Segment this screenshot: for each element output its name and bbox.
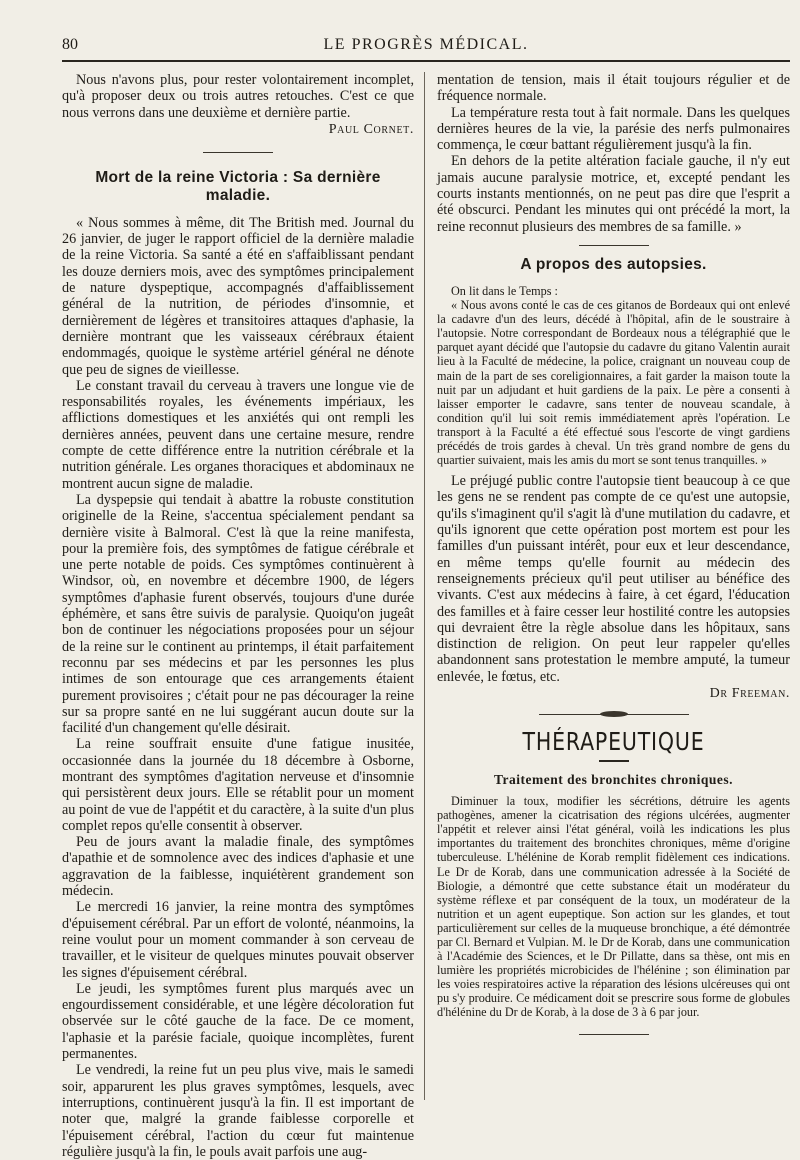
paragraph: Le préjugé public contre l'autopsie tient beaucoup à ce que les gens ne se rendent pas compte de ce qu'est une autopsie, qu'ils s'imaginent qu'il s'agit là d'une mutilation du cadavre, et qu'ils ignorent que cette opération post mortem est pour les familles d'un puissant intérêt, pour eux et leur descendance, en même temps qu'elle fournit au médecin des renseignements précieux qu'il peut utiliser au bénéfice des vivants. C'est aux médecins à faire, à cet égard, l'éducation des familles et à faire cesser leur hostilité contre les autopsies qui devraient être la règle absolue dans les hôpitaux, sans distinction de religion. On peut leur rappeler qu'elles abandonnent sans protestation le membre amputé, la tumeur enlevée, le fœtus, etc. — [437, 473, 790, 685]
ornament-rule — [539, 714, 689, 715]
right-column — [437, 72, 790, 1100]
rubric-title: THÉRAPEUTIQUE — [522, 727, 705, 757]
paragraph: « Nous sommes à même, dit The British med. Journal du 26 janvier, de juger le rapport officiel de la dernière maladie de la reine Victoria. Sa santé a été en s'affaiblissant pendant les douze derniers mois, avec des symptômes principalement de nature dyspeptique, accompagnés d'affaiblissement général de la nutrition, de périodes d'insomnie, et dernièrement de légères et transitoires attaques d'aphasie, la dernière montrant que les vaisseaux cérébraux étaient endommagés, quoique le système artériel général ne dénote que peu de signes de vieillesse. — [62, 214, 414, 378]
sub-title: Traitement des bronchites chroniques. — [493, 772, 733, 788]
paragraph: Le mercredi 16 janvier, la reine montra des symptômes d'épuisement cérébral. Par un effort de volonté, néanmoins, la reine voulut pour un moment commander à son cerveau de travailler, et le visiteur de quelques minutes pouvait observer les signes d'épuisement cérébral. — [62, 899, 414, 981]
paragraph: Le vendredi, la reine fut un peu plus vive, mais le samedi soir, apparurent les plus graves symptômes, lesquels, avec interruptions, continuèrent jusqu'à la fin. Il est important de noter que, malgré la grande faiblesse corporelle et l'épuisement cérébral, l'action du cœur fut maintenue régulière jusqu'à la fin, le pouls avait parfois une aug- — [62, 1062, 414, 1160]
left-column — [62, 72, 414, 1160]
lead-line: On lit dans le Temps : — [451, 283, 558, 298]
paragraph: Peu de jours avant la maladie finale, des symptômes d'apathie et de somnolence avec des indices d'aphasie et une aggravation de la faiblesse, inquiétèrent grandement son médecin. — [62, 834, 414, 900]
quoted-paragraph: « Nous avons conté le cas de ces gitanos de Bordeaux qui ont enlevé la cadavre d'un des leurs, décédé à l'hôpital, afin de le soustraire à l'autopsie. Notre correspondant de Bordeaux nous a télégraphié que le parquet ayant décidé que l'autopsie du cadavre du gitano Valentin aurait lieu à la Faculté de médecine, la police, craignant un nouveau coup de main de la part de ses coreligionnaires, a fait garder la maison toute la nuit par un adjudant et huit gardiens de la paix. Le père a consenti à laisser emporter le cadavre, sans tenter de nouveau scandale, à condition qu'il lui soit remis immédiatement après l'opération. Le transport à la Faculté a été effectué sous l'escorte de vingt gardiens précédés de trois gardes à cheval. Un très grand nombre de gens du quartier suivaient, mais les amis du mort se sont tenus tranquilles. » — [437, 298, 790, 468]
paragraph: En dehors de la petite altération faciale gauche, il n'y eut jamais aucune paralysie motrice, et, excepté pendant les courts instants mentionnés, on ne peut pas dire que l'esprit a été obscurci. Pendant les minutes qui ont précédé la mort, la reine reconnut plusieurs des membres de sa famille. » — [437, 153, 790, 235]
text-columns — [62, 72, 790, 1160]
journal-title: LE PROGRÈS MÉDICAL. — [323, 36, 529, 53]
article-title-victoria: Mort de la reine Victoria : Sa dernière maladie. — [95, 168, 381, 204]
page-number: 80 — [62, 36, 78, 53]
article-title-autopsies: A propos des autopsies. — [520, 255, 707, 273]
paragraph: Le constant travail du cerveau à travers une longue vie de responsabilités royales, les événements impériaux, les afflictions domestiques et les anxiétés qui ont rempli les dernières années, peuvent dans une certaine mesure, rendre compte de cette différence entre la nutrition cérébrale et la nutrition générale. Les organes thoraciques et abdominaux ne montrent aucun signe de maladie. — [62, 377, 414, 492]
end-rule — [579, 1034, 649, 1035]
paragraph: La température resta tout à fait normale. Dans les quelques dernières heures de la vie, la parésie des nerfs pulmonaires commença, le cœur battant régulièrement jusqu'à la fin. — [437, 104, 790, 154]
paragraph: La dyspepsie qui tendait à abattre la robuste constitution originelle de la Reine, s'accentua spécialement pendant sa dernière visite à Balmoral. C'est là que la reine manifesta, pour la première fois, des symptômes de fatigue cérébrale et une perte notable de poids. Ces symptômes continuèrent à Windsor, où, en novembre et décembre 1900, de légers symptômes d'aphasie furent observés, toujours d'une durée éphémère, et sans être suivis de paralysie. Quoiqu'on jugeât bon de continuer les négociations proposées pour un séjour de la reine sur le continent au printemps, il était parfaitement reconnu par ses médecins et par les personnes les plus intimes de son entourage que ces arrangements étaient purement provisoires ; c'était pour ne pas décourager la reine sur sa propre santé en ne lui suggérant aucun doute sur la facilité d'un changement qu'elle désirait. — [62, 491, 414, 737]
author-signature: Paul Cornet. — [328, 121, 414, 137]
paragraph: Le jeudi, les symptômes furent plus marqués avec un engourdissement considérable, et une légère décoloration fut observée sur le côté gauche de la face. De ce moment, l'aphasie et la parésie faciale, quoique incomplètes, furent permanentes. — [62, 980, 414, 1063]
separator-rule — [579, 245, 649, 246]
column-divider — [424, 72, 425, 1100]
separator-rule — [203, 152, 273, 153]
paragraph: mentation de tension, mais il était toujours régulier et de fréquence normale. — [437, 72, 790, 105]
author-signature: Dr Freeman. — [709, 686, 790, 702]
journal-page — [62, 30, 790, 1160]
paragraph: La reine souffrait ensuite d'une fatigue inusitée, occasionnée dans la journée du 18 décembre à Osborne, montrant des symptômes d'agitation nerveuse et d'insomnie qui persistèrent deux jours. Elle se rétablit pour un moment au point de vue de l'appétit et du caractère, à la suite d'un plus complet repos qu'elle consentit à observer. — [62, 736, 414, 834]
rubric-underline — [599, 760, 629, 762]
page-header — [62, 30, 790, 62]
intro-paragraph: Nous n'avons plus, pour rester volontairement incomplet, qu'à proposer deux ou trois autres retouches. C'est ce que nous verrons dans une deuxième et dernière partie. — [62, 72, 414, 121]
paragraph: Diminuer la toux, modifier les sécrétions, détruire les agents pathogènes, amener la cicatrisation des régions ulcérées, augmenter l'appétit et relever ainsi l'état général, voilà les indications les plus importantes du traitement des bronchites chroniques, même d'origine tuberculeuse. L'hélénine de Korab remplit fidèlement ces indications. Le Dr de Korab, dans une communication adressée à la Société de Biologie, a démontré que cette substance était un modérateur du système réflexe et par conséquent de la toux, un modérateur de la nutrition et un agent eupeptique. Son action sur les glandes, et tout particulièrement sur celles de la muqueuse bronchique, a été démontrée par Cl. Bernard et Vulpian. M. le Dr de Korab, dans une communication à l'Académie des Sciences, et le Dr Pillatte, dans sa thèse, ont mis en lumière les propriétés microbicides de l'hélénine ; son élimination par les voies respiratoires active la réparation des lésions ulcéreuses qui ont pu s'y produire. Ce médicament doit se prescrire sous forme de globules d'hélénine du Dr de Korab, à la dose de 3 à 6 par jour. — [437, 794, 790, 1020]
